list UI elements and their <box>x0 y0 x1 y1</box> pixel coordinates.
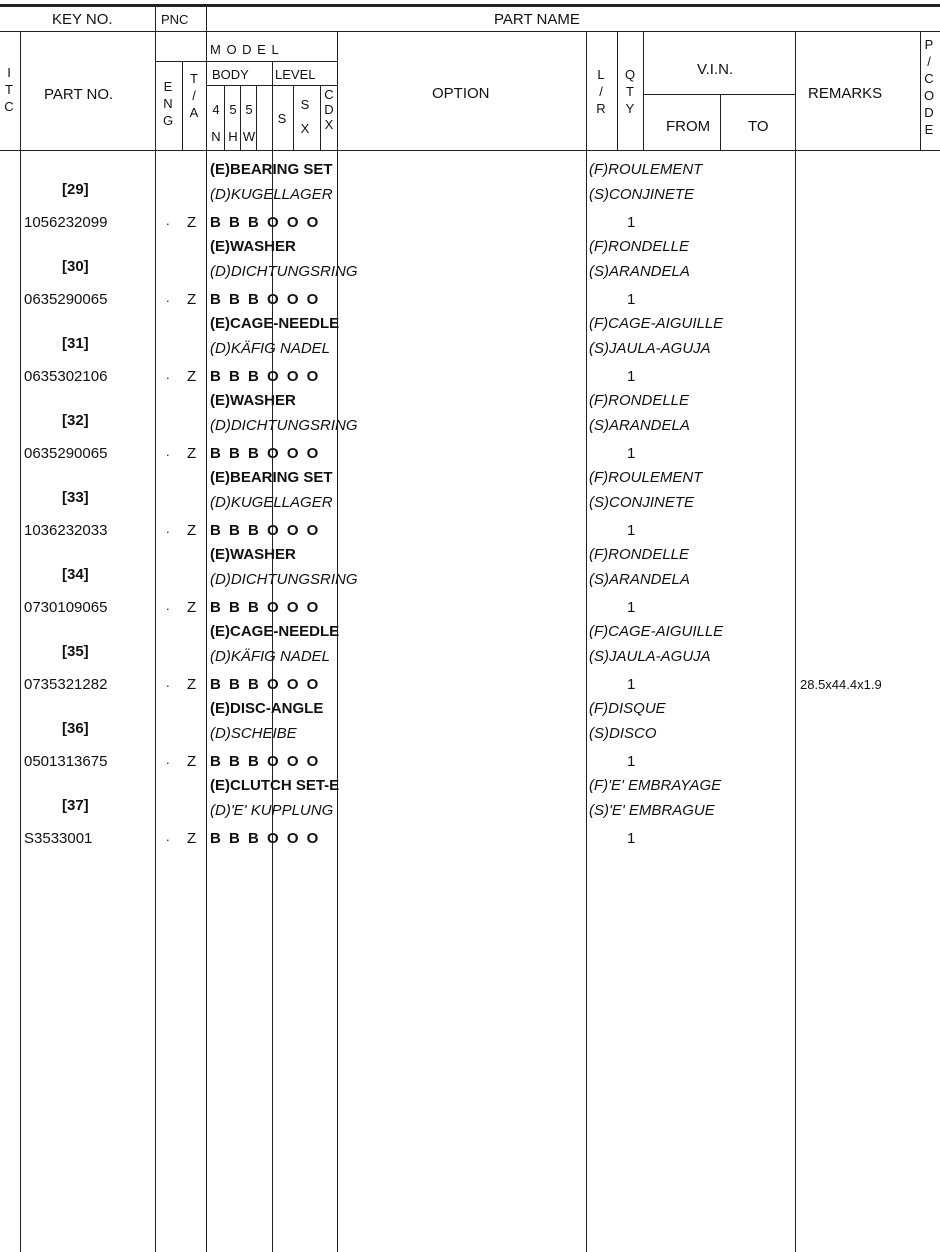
key-number: [31] <box>62 335 89 352</box>
part-number: 0735321282 <box>24 676 108 693</box>
part-name-german: (D)'E' KUPPLUNG <box>210 802 334 819</box>
body-col-header-letter: 5 <box>229 102 237 117</box>
body-col-header-letter: N <box>211 129 221 144</box>
body-header: BODY <box>212 67 249 82</box>
qty-header-letter: Q <box>624 67 636 82</box>
itc-header-letter: I <box>7 65 11 80</box>
part-number: 0635302106 <box>24 368 108 385</box>
quantity: 1 <box>627 676 636 693</box>
part-name-header: PART NAME <box>494 11 580 28</box>
part-name-german: (D)KÄFIG NADEL <box>210 648 331 665</box>
model-codes: B B B O O O <box>210 368 321 385</box>
part-name-english: (E)WASHER <box>210 238 296 255</box>
column-rule <box>337 31 338 1252</box>
eng-header-letter: E <box>163 79 173 94</box>
model-codes: B B B O O O <box>210 522 321 539</box>
model-codes: B B B O O O <box>210 830 321 847</box>
level-col-header-letter: D <box>324 102 334 117</box>
ta-code: Z <box>187 214 197 231</box>
eng-dot: . <box>166 213 170 228</box>
quantity: 1 <box>627 599 636 616</box>
lr-header-letter: R <box>596 101 606 116</box>
lr-header-letter: L <box>597 67 605 82</box>
part-name-spanish: (S)'E' EMBRAGUE <box>589 802 715 819</box>
part-number: S3533001 <box>24 830 93 847</box>
column-rule <box>617 31 618 150</box>
key-number: [33] <box>62 489 89 506</box>
level-col-header-letter: S <box>300 97 310 112</box>
quantity: 1 <box>627 291 636 308</box>
part-name-english: (E)DISC-ANGLE <box>210 700 324 717</box>
part-name-spanish: (S)DISCO <box>589 725 657 742</box>
qty-header-letter: T <box>626 84 634 99</box>
column-rule <box>720 94 721 150</box>
eng-dot: . <box>166 521 170 536</box>
eng-dot: . <box>166 444 170 459</box>
qty-header-letter: Y <box>625 101 635 116</box>
key-number: [34] <box>62 566 89 583</box>
quantity: 1 <box>627 830 636 847</box>
column-rule <box>182 61 183 150</box>
option-header: OPTION <box>432 85 490 102</box>
quantity: 1 <box>627 368 636 385</box>
body-col-header-letter: 5 <box>245 102 253 117</box>
part-name-french: (F)RONDELLE <box>589 546 690 563</box>
part-name-spanish: (S)ARANDELA <box>589 263 690 280</box>
part-name-french: (F)DISQUE <box>589 700 666 717</box>
key-number: [36] <box>62 720 89 737</box>
pnc-header: PNC <box>161 12 189 27</box>
key-number: [35] <box>62 643 89 660</box>
remarks-header: REMARKS <box>808 85 883 102</box>
part-name-german: (D)KUGELLAGER <box>210 186 333 203</box>
model-codes: B B B O O O <box>210 599 321 616</box>
header-bottom-rule <box>0 150 940 151</box>
part-name-german: (D)KÄFIG NADEL <box>210 340 331 357</box>
ta-code: Z <box>187 445 197 462</box>
column-rule <box>320 85 321 150</box>
pcode-header-letter: / <box>927 54 931 69</box>
quantity: 1 <box>627 214 636 231</box>
model-header: M O D E L <box>210 42 280 57</box>
part-name-english: (E)CAGE-NEEDLE <box>210 623 340 640</box>
pcode-header-letter: O <box>923 88 935 103</box>
part-name-french: (F)ROULEMENT <box>589 469 703 486</box>
ta-header-letter: A <box>189 105 199 120</box>
level-header: LEVEL <box>275 67 316 82</box>
column-rule <box>586 31 587 1252</box>
part-name-french: (F)RONDELLE <box>589 238 690 255</box>
itc-header-letter: C <box>4 99 14 114</box>
header-divider-1 <box>0 31 940 32</box>
eng-dot: . <box>166 367 170 382</box>
remarks-value: 28.5x44.4x1.9 <box>800 677 882 692</box>
part-name-french: (F)RONDELLE <box>589 392 690 409</box>
quantity: 1 <box>627 522 636 539</box>
vin-header: V.I.N. <box>697 61 734 78</box>
column-rule <box>293 85 294 150</box>
pcode-header-letter: C <box>924 71 934 86</box>
column-rule <box>206 5 207 1252</box>
lr-header-letter: / <box>599 84 603 99</box>
ta-code: Z <box>187 753 197 770</box>
part-number: 1036232033 <box>24 522 108 539</box>
ta-code: Z <box>187 291 197 308</box>
column-rule <box>920 31 921 150</box>
key-no-header: KEY NO. <box>52 11 113 28</box>
level-col-header-letter: X <box>324 117 334 132</box>
part-name-english: (E)WASHER <box>210 392 296 409</box>
body-col-header-letter: H <box>228 129 238 144</box>
column-rule <box>155 5 156 1252</box>
eng-dot: . <box>166 675 170 690</box>
part-number: 0635290065 <box>24 445 108 462</box>
pcode-header-letter: E <box>924 122 934 137</box>
eng-dot: . <box>166 598 170 613</box>
eng-dot: . <box>166 290 170 305</box>
part-name-german: (D)DICHTUNGSRING <box>210 417 358 434</box>
part-name-spanish: (S)CONJINETE <box>589 494 694 511</box>
key-number: [32] <box>62 412 89 429</box>
ta-code: Z <box>187 830 197 847</box>
model-codes: B B B O O O <box>210 445 321 462</box>
model-codes: B B B O O O <box>210 753 321 770</box>
column-rule <box>256 85 257 150</box>
eng-header-letter: G <box>162 113 174 128</box>
level-col-header-letter: X <box>300 121 310 136</box>
part-name-german: (D)KUGELLAGER <box>210 494 333 511</box>
part-name-french: (F)CAGE-AIGUILLE <box>589 315 724 332</box>
pcode-header-letter: P <box>924 37 934 52</box>
part-name-english: (E)CLUTCH SET-E <box>210 777 340 794</box>
itc-header-letter: T <box>5 82 13 97</box>
ta-header-letter: T <box>190 71 198 86</box>
ta-code: Z <box>187 599 197 616</box>
level-col-header-letter: S <box>277 111 287 126</box>
part-number: 0501313675 <box>24 753 108 770</box>
level-col-header-letter: C <box>324 87 334 102</box>
ta-code: Z <box>187 368 197 385</box>
part-number: 0635290065 <box>24 291 108 308</box>
top-rule <box>0 4 940 7</box>
column-rule <box>643 31 644 150</box>
part-number: 1056232099 <box>24 214 108 231</box>
eng-header-letter: N <box>163 96 173 111</box>
vin-rule <box>643 94 795 95</box>
pcode-header-letter: D <box>924 105 934 120</box>
body-col-header-letter: 4 <box>212 102 220 117</box>
key-number: [37] <box>62 797 89 814</box>
part-name-spanish: (S)JAULA-AGUJA <box>589 340 711 357</box>
model-codes: B B B O O O <box>210 676 321 693</box>
part-name-french: (F)ROULEMENT <box>589 161 703 178</box>
quantity: 1 <box>627 753 636 770</box>
vin-from-header: FROM <box>666 118 711 135</box>
part-name-english: (E)BEARING SET <box>210 161 333 178</box>
part-name-spanish: (S)ARANDELA <box>589 417 690 434</box>
part-name-german: (D)DICHTUNGSRING <box>210 263 358 280</box>
column-rule <box>224 85 225 150</box>
column-rule <box>240 85 241 150</box>
part-name-german: (D)DICHTUNGSRING <box>210 571 358 588</box>
eng-dot: . <box>166 752 170 767</box>
part-name-german: (D)SCHEIBE <box>210 725 297 742</box>
model-codes: B B B O O O <box>210 214 321 231</box>
part-name-french: (F)CAGE-AIGUILLE <box>589 623 724 640</box>
column-rule <box>795 31 796 1252</box>
key-number: [30] <box>62 258 89 275</box>
key-number: [29] <box>62 181 89 198</box>
part-name-spanish: (S)ARANDELA <box>589 571 690 588</box>
model-codes: B B B O O O <box>210 291 321 308</box>
eng-dot: . <box>166 829 170 844</box>
vin-to-header: TO <box>748 118 769 135</box>
part-name-french: (F)'E' EMBRAYAGE <box>589 777 722 794</box>
body-col-header-letter: W <box>242 129 256 144</box>
part-name-english: (E)BEARING SET <box>210 469 333 486</box>
ta-header-letter: / <box>192 88 196 103</box>
part-name-english: (E)CAGE-NEEDLE <box>210 315 340 332</box>
part-no-header: PART NO. <box>44 86 114 103</box>
part-name-spanish: (S)JAULA-AGUJA <box>589 648 711 665</box>
ta-code: Z <box>187 676 197 693</box>
quantity: 1 <box>627 445 636 462</box>
part-name-english: (E)WASHER <box>210 546 296 563</box>
column-rule <box>20 31 21 1252</box>
part-number: 0730109065 <box>24 599 108 616</box>
ta-code: Z <box>187 522 197 539</box>
part-name-spanish: (S)CONJINETE <box>589 186 694 203</box>
